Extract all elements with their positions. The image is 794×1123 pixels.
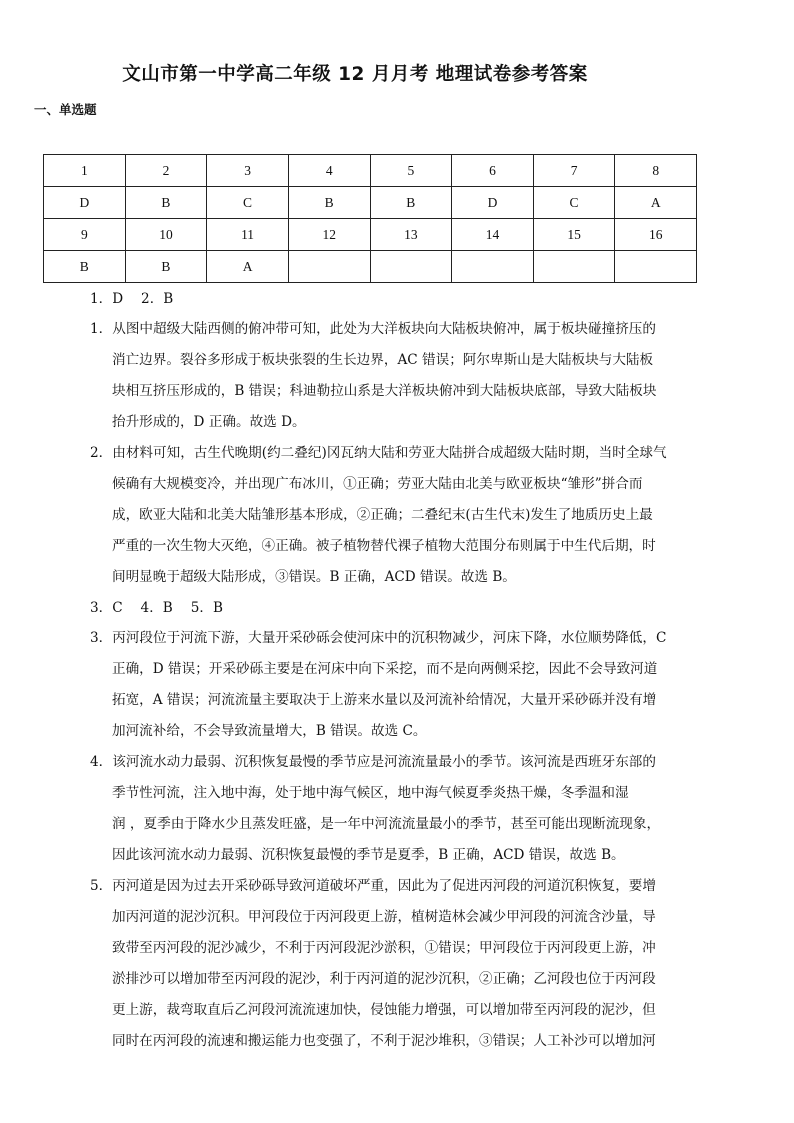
answer-table-row <box>44 187 697 219</box>
explanation-line: 加丙河道的泥沙沉积。甲河段位于丙河段更上游，植树造林会减少甲河段的河流含沙量，导 <box>112 909 656 925</box>
explanation-q3 <box>90 623 680 747</box>
answer-table-cell: 5 <box>370 155 452 187</box>
explanation-line: 季节性河流，注入地中海，处于地中海气候区，地中海气候夏季炎热干燥，冬季温和湿 <box>112 785 629 801</box>
answer-table-cell: 9 <box>44 219 126 251</box>
answer-table-cell: 12 <box>288 219 370 251</box>
page-title: 文山市第一中学高二年级 12 月月考 地理试卷参考答案 <box>122 64 588 85</box>
explanation-q2 <box>90 438 680 593</box>
answer-table-cell: A <box>615 187 697 219</box>
answer-table-cell: B <box>44 251 126 283</box>
explanation-line: 4．该河流水动力最弱、沉积恢复最慢的季节应是河流流量最小的季节。该河流是西班牙东部的 <box>90 754 656 770</box>
answer-table-cell: 16 <box>615 219 697 251</box>
answer-group-3-5: 3．C 4．B 5．B <box>90 600 223 616</box>
answer-table-cell: 1 <box>44 155 126 187</box>
explanation-line: 润 ，夏季由于降水少且蒸发旺盛，是一年中河流流量最小的季节，甚至可能出现断流现象， <box>112 816 661 832</box>
explanation-line: 2．由材料可知，古生代晚期(约二叠纪)冈瓦纳大陆和劳亚大陆拼合成超级大陆时期，当时全球气 <box>90 445 667 461</box>
answer-table-cell: 4 <box>288 155 370 187</box>
answer-table-cell: 3 <box>207 155 289 187</box>
answer-table-cell: D <box>452 187 534 219</box>
explanation-line: 加河流补给，不会导致流量增大，B 错误。故选 C。 <box>112 723 427 739</box>
explanation-line: 正确，D 错误；开采砂砾主要是在河床中向下采挖，而不是向两侧采挖，因此不会导致河道 <box>112 661 658 677</box>
explanation-line: 淤排沙可以增加带至丙河段的泥沙，利于丙河道的泥沙沉积，②正确；乙河段也位于丙河段 <box>112 971 656 987</box>
answer-table-cell <box>615 251 697 283</box>
explanation-q4 <box>90 747 680 871</box>
explanation-line: 致带至丙河段的泥沙减少，不利于丙河段泥沙淤积，①错误；甲河段位于丙河段更上游，冲 <box>112 940 656 956</box>
answer-table-cell: B <box>288 187 370 219</box>
answer-table-cell: 10 <box>125 219 207 251</box>
explanation-line: 因此该河流水动力最弱、沉积恢复最慢的季节是夏季，B 正确，ACD 错误，故选 B。 <box>112 847 625 863</box>
answer-table-cell: C <box>207 187 289 219</box>
answer-table-row <box>44 155 697 187</box>
explanation-line: 1．从图中超级大陆西侧的俯冲带可知，此处为大洋板块向大陆板块俯冲，属于板块碰撞挤压的 <box>90 321 656 337</box>
answer-group-1-2: 1．D 2．B <box>90 291 174 307</box>
answer-table-cell <box>452 251 534 283</box>
answer-table-cell: 13 <box>370 219 452 251</box>
answer-table-cell: 8 <box>615 155 697 187</box>
explanation-line: 抬升形成的，D 正确。故选 D。 <box>112 414 306 430</box>
explanation-line: 拓宽，A 错误；河流流量主要取决于上游来水量以及河流补给情况，大量开采砂砾并没有增 <box>112 692 657 708</box>
explanation-line: 3．丙河段位于河流下游，大量开采砂砾会使河床中的沉积物减少，河床下降，水位顺势降低，C <box>90 630 667 646</box>
answer-table-cell: D <box>44 187 126 219</box>
answer-table-cell: 2 <box>125 155 207 187</box>
answer-table-row <box>44 219 697 251</box>
answer-table-cell: 6 <box>452 155 534 187</box>
answer-table-cell: B <box>370 187 452 219</box>
answer-table-cell: A <box>207 251 289 283</box>
answer-table-cell <box>288 251 370 283</box>
answer-body <box>90 284 680 1057</box>
explanation-line: 更上游，裁弯取直后乙河段河流流速加快，侵蚀能力增强，可以增加带至丙河段的泥沙，但 <box>112 1002 656 1018</box>
answer-table <box>43 154 697 283</box>
explanation-line: 候确有大规模变冷，并出现广布冰川，①正确；劳亚大陆由北美与欧亚板块“雏形”拼合而 <box>112 476 643 492</box>
answer-table-cell: 11 <box>207 219 289 251</box>
answer-table-cell: 7 <box>533 155 615 187</box>
section-heading: 一、单选题 <box>34 102 97 117</box>
explanation-line: 5．丙河道是因为过去开采砂砾导致河道破坏严重，因此为了促进丙河段的河道沉积恢复，要增 <box>90 878 656 894</box>
answer-table-row <box>44 251 697 283</box>
explanation-line: 严重的一次生物大灭绝，④正确。被子植物替代裸子植物大范围分布则属于中生代后期，时 <box>112 538 656 554</box>
answer-table-cell <box>370 251 452 283</box>
explanation-line: 间明显晚于超级大陆形成，③错误。B 正确，ACD 错误。故选 B。 <box>112 569 516 585</box>
explanation-q1 <box>90 314 680 438</box>
explanation-line: 成，欧亚大陆和北美大陆雏形基本形成，②正确；二叠纪末(古生代末)发生了地质历史上最 <box>112 507 653 523</box>
answer-table-cell: 14 <box>452 219 534 251</box>
answer-table-cell: C <box>533 187 615 219</box>
explanation-line: 块相互挤压形成的，B 错误；科迪勒拉山系是大洋板块俯冲到大陆板块底部，导致大陆板块 <box>112 383 657 399</box>
explanation-line: 消亡边界。裂谷多形成于板块张裂的生长边界，AC 错误；阿尔卑斯山是大陆板块与大陆板 <box>112 352 654 368</box>
explanation-line: 同时在丙河段的流速和搬运能力也变强了，不利于泥沙堆积，③错误；人工补沙可以增加河 <box>112 1033 656 1049</box>
explanation-q5 <box>90 871 680 1057</box>
answer-table-cell: B <box>125 251 207 283</box>
answer-table-cell <box>533 251 615 283</box>
answer-table-cell: B <box>125 187 207 219</box>
answer-table-cell: 15 <box>533 219 615 251</box>
